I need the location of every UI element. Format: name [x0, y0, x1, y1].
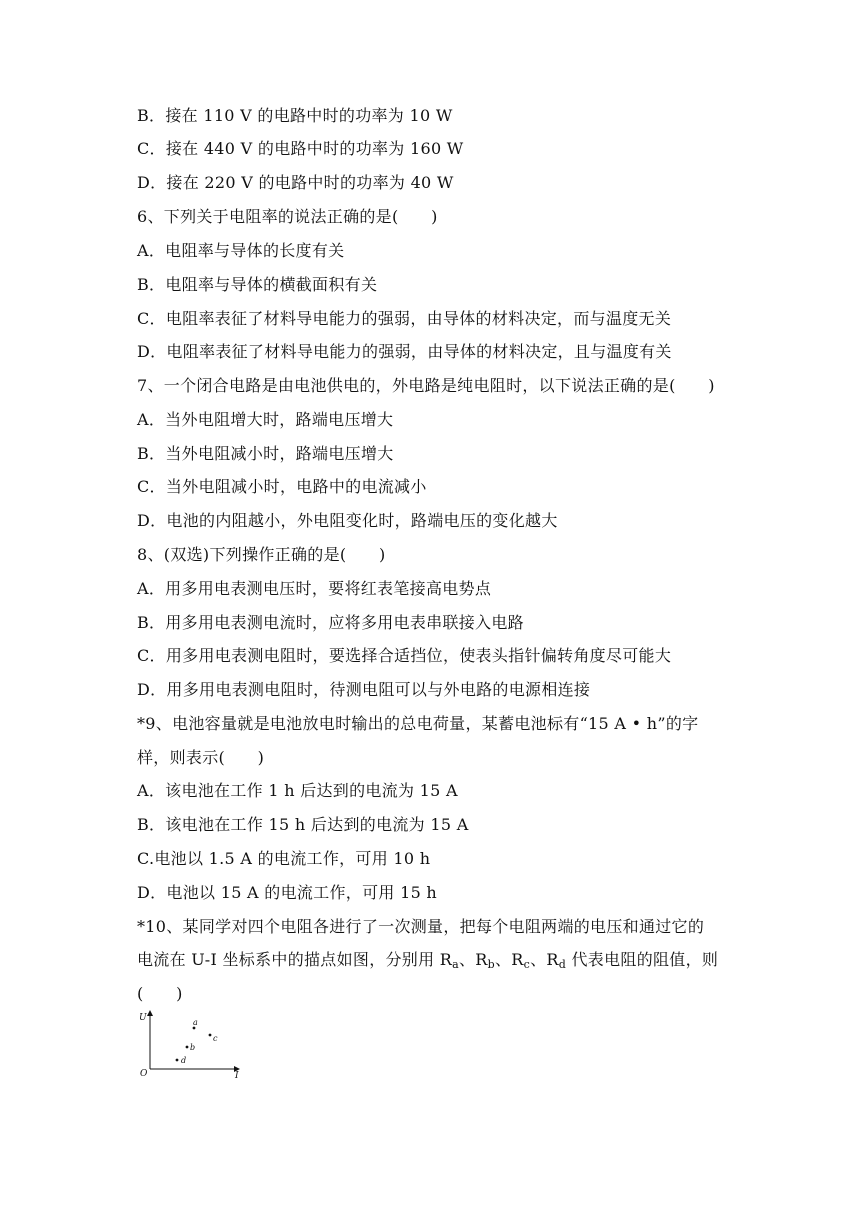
- point-d: [176, 1059, 179, 1062]
- text-line: C．接在 440 V 的电路中时的功率为 160 W: [137, 139, 464, 158]
- subscript: d: [558, 958, 567, 971]
- text-line: B．电阻率与导体的横截面积有关: [137, 275, 378, 294]
- text-line: B．接在 110 V 的电路中时的功率为 10 W: [137, 106, 453, 125]
- text-line: D．电阻率表征了材料导电能力的强弱，由导体的材料决定，且与温度有关: [137, 342, 672, 361]
- origin-label: O: [140, 1069, 148, 1079]
- point-c: [209, 1034, 212, 1037]
- y-axis-label: U: [139, 1013, 147, 1023]
- text-line-subscripts: [137, 950, 718, 975]
- text-line: 8、(双选)下列操作正确的是( ): [137, 545, 386, 564]
- text-line: *10、某同学对四个电阻各进行了一次测量，把每个电阻两端的电压和通过它的: [137, 917, 705, 936]
- text-line: ( ): [137, 984, 183, 1003]
- text-line: D．电池的内阻越小，外电阻变化时，路端电压的变化越大: [137, 511, 558, 530]
- text-segment: 、R: [495, 950, 524, 969]
- point-b-label: b: [190, 1043, 196, 1052]
- text-line: A．该电池在工作 1 h 后达到的电流为 15 A: [137, 781, 458, 800]
- text-line: B．当外电阻减小时，路端电压增大: [137, 444, 394, 463]
- text-segment: 代表电阻的阻值，则: [566, 950, 719, 969]
- text-line: C．当外电阻减小时，电路中的电流减小: [137, 477, 427, 496]
- text-line: D．用多用电表测电阻时，待测电阻可以与外电路的电源相连接: [137, 680, 591, 699]
- text-line: A．电阻率与导体的长度有关: [137, 241, 345, 260]
- u-i-graph: [135, 1010, 255, 1080]
- point-b: [186, 1046, 189, 1049]
- text-line: A．用多用电表测电压时，要将红表笔接高电势点: [137, 579, 492, 598]
- text-line: D．接在 220 V 的电路中时的功率为 40 W: [137, 173, 454, 192]
- text-line: B．用多用电表测电流时，应将多用电表串联接入电路: [137, 613, 524, 632]
- point-c-label: c: [213, 1034, 218, 1043]
- subscript: a: [452, 958, 459, 971]
- text-line: 7、一个闭合电路是由电池供电的，外电路是纯电阻时，以下说法正确的是( ): [137, 376, 715, 395]
- x-axis-label: I: [235, 1071, 239, 1080]
- text-line: *9、电池容量就是电池放电时输出的总电荷量，某蓄电池标有“15 A • h”的字: [137, 714, 699, 733]
- subscript: b: [487, 958, 495, 971]
- text-line: B．该电池在工作 15 h 后达到的电流为 15 A: [137, 815, 469, 834]
- text-segment: 、R: [459, 950, 488, 969]
- point-d-label: d: [181, 1056, 187, 1065]
- text-line: 6、下列关于电阻率的说法正确的是( ): [137, 207, 438, 226]
- text-segment: 电流在 U-I 坐标系中的描点如图，分别用 R: [137, 950, 453, 969]
- text-line: C．电阻率表征了材料导电能力的强弱，由导体的材料决定，而与温度无关: [137, 309, 672, 328]
- text-line: C.电池以 1.5 A 的电流工作，可用 10 h: [137, 849, 431, 868]
- point-a: [193, 1027, 196, 1030]
- text-segment: 、R: [530, 950, 559, 969]
- text-line: 样，则表示( ): [137, 748, 265, 767]
- point-a-label: a: [193, 1018, 198, 1027]
- text-line: A．当外电阻增大时，路端电压增大: [137, 410, 394, 429]
- text-line: D．电池以 15 A 的电流工作，可用 15 h: [137, 883, 438, 902]
- text-line: C．用多用电表测电阻时，要选择合适挡位，使表头指针偏转角度尽可能大: [137, 646, 672, 665]
- subscript: c: [523, 958, 531, 971]
